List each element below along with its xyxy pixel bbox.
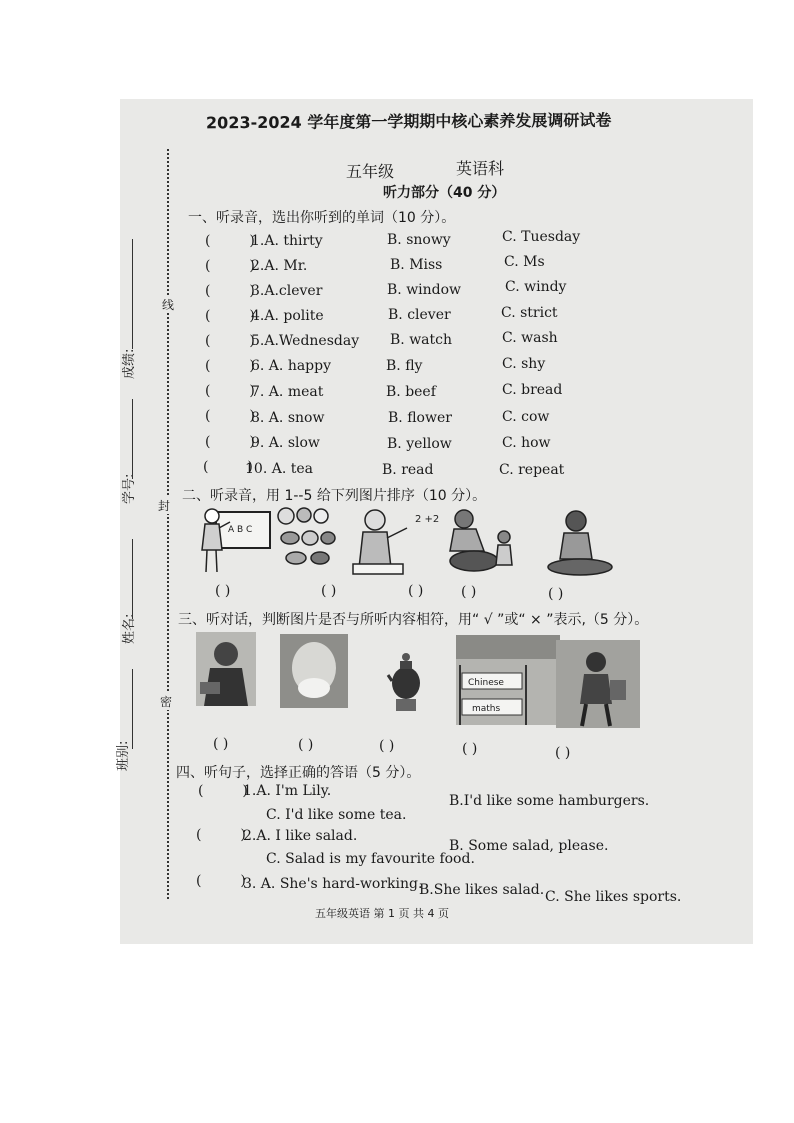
q3-option-b: B. window [387, 282, 462, 298]
q10-option-a: 10. A. tea [245, 461, 313, 477]
playing-sports-photo [556, 640, 640, 728]
s4-q2-option-b: B. Some salad, please. [449, 838, 609, 854]
listening-part-title: 听力部分（40 分） [383, 185, 506, 201]
chinese-sign-text: Chinese [468, 678, 504, 688]
maths-sign-text: maths [472, 704, 501, 714]
section3-answer-2: ( ) [298, 737, 314, 753]
q8-option-c: C. cow [502, 409, 550, 425]
answer-paren: ( ) [196, 827, 256, 843]
q8-option-a: 8. A. snow [251, 410, 325, 426]
s4-q3-option-b: B.She likes salad. [419, 882, 545, 898]
section2-heading: 二、听录音，用 1--5 给下列图片排序（10 分）。 [182, 488, 487, 504]
class-blank [132, 669, 133, 749]
score-label: 成绩: [122, 348, 137, 379]
blackboard-text: A B C [228, 525, 253, 535]
number-label: 学号: [122, 473, 137, 504]
answer-paren: ( ) [205, 383, 265, 399]
s4-q1-option-c: C. I'd like some tea. [266, 807, 407, 823]
q10-option-c: C. repeat [499, 462, 565, 478]
section4-heading: 四、听句子，选择正确的答语（5 分）。 [176, 765, 421, 781]
secret-mark: 密 [160, 695, 173, 709]
s4-q3-option-c: C. She likes sports. [545, 889, 682, 905]
q9-option-a: 9. A. slow [251, 435, 320, 451]
answer-paren: ( ) [205, 233, 265, 249]
q1-option-a: 1.A. thirty [251, 233, 323, 249]
s4-q1-option-a: 1.A. I'm Lily. [243, 783, 332, 799]
section2-answer-2: ( ) [321, 583, 337, 599]
section1-heading: 一、听录音，选出你听到的单词（10 分）。 [188, 210, 456, 226]
q2-option-a: 2.A. Mr. [251, 258, 308, 274]
s4-q1-option-b: B.I'd like some hamburgers. [449, 793, 650, 809]
subject-label: 英语科 [456, 159, 505, 178]
binding-dotted-line [167, 149, 169, 899]
washing-clothes-picture [440, 507, 522, 577]
teacher-blackboard-picture [198, 502, 274, 578]
q6-option-c: C. shy [502, 356, 546, 372]
old-man-photo [280, 634, 348, 708]
vegetables-picture [276, 504, 346, 570]
q7-option-c: C. bread [502, 382, 563, 398]
exam-photo [116, 99, 753, 944]
s4-q3-option-a: 3. A. She's hard-working. [243, 876, 423, 892]
q9-option-c: C. how [502, 435, 551, 451]
answer-paren: ( ) [205, 333, 265, 349]
q2-option-c: C. Ms [504, 254, 545, 270]
answer-paren: ( ) [205, 358, 265, 374]
score-blank [132, 239, 133, 349]
q6-option-a: 6. A. happy [251, 358, 332, 374]
q5-option-c: C. wash [502, 330, 558, 346]
section2-answer-1: ( ) [215, 583, 231, 599]
q4-option-b: B. clever [388, 307, 451, 323]
q2-option-b: B. Miss [390, 257, 443, 273]
section3-answer-1: ( ) [213, 736, 229, 752]
section3-answer-5: ( ) [555, 745, 571, 761]
girl-photo [196, 632, 256, 706]
grade-label: 五年级 [346, 162, 395, 181]
teapot-photo [388, 647, 424, 713]
answer-paren: ( ) [205, 258, 265, 274]
answer-paren: ( ) [198, 783, 258, 799]
q9-option-b: B. yellow [387, 436, 452, 452]
q7-option-a: 7. A. meat [251, 384, 324, 400]
exam-title: 2023-2024 学年度第一学期期中核心素养发展调研试卷 [205, 110, 612, 133]
q1-option-b: B. snowy [387, 232, 451, 248]
section3-heading: 三、听对话，判断图片是否与所听内容相符，用“ √ ”或“ × ”表示,（5 分）。 [178, 612, 649, 628]
answer-paren: ( ) [205, 434, 265, 450]
q8-option-b: B. flower [388, 410, 452, 426]
answer-paren: ( ) [205, 283, 265, 299]
number-blank [132, 399, 133, 479]
q1-option-c: C. Tuesday [502, 229, 581, 245]
q5-option-b: B. watch [390, 332, 453, 348]
answer-paren: ( ) [205, 308, 265, 324]
name-label: 姓名: [122, 613, 137, 644]
section2-answer-4: ( ) [461, 584, 477, 600]
boy-cleaning-picture [542, 507, 620, 577]
q5-option-a: 5.A.Wednesday [251, 333, 360, 349]
q4-option-a: 4.A. polite [251, 308, 324, 324]
section3-answer-3: ( ) [379, 738, 395, 754]
math-teacher-picture [345, 504, 440, 578]
s4-q2-option-a: 2.A. I like salad. [243, 828, 358, 844]
page-footer: 五年级英语 第 1 页 共 4 页 [315, 907, 449, 920]
q3-option-a: 3.A.clever [251, 283, 323, 299]
section2-answer-3: ( ) [408, 583, 424, 599]
school-signboard-photo [456, 635, 560, 725]
answer-paren: ( ) [203, 459, 263, 475]
section2-answer-5: ( ) [548, 586, 564, 602]
answer-paren: ( ) [196, 873, 256, 889]
seal-mark: 封 [158, 499, 171, 513]
q6-option-b: B. fly [386, 358, 423, 374]
math-problem-text: 2 +2 [415, 514, 440, 525]
class-label: 班别: [116, 740, 131, 771]
q3-option-c: C. windy [505, 279, 567, 295]
section3-answer-4: ( ) [462, 741, 478, 757]
name-blank [132, 539, 133, 619]
answer-paren: ( ) [205, 408, 265, 424]
q4-option-c: C. strict [501, 305, 558, 321]
q7-option-b: B. beef [386, 384, 436, 400]
q10-option-b: B. read [382, 462, 434, 478]
s4-q2-option-c: C. Salad is my favourite food. [266, 851, 475, 867]
line-mark: 线 [162, 298, 175, 312]
